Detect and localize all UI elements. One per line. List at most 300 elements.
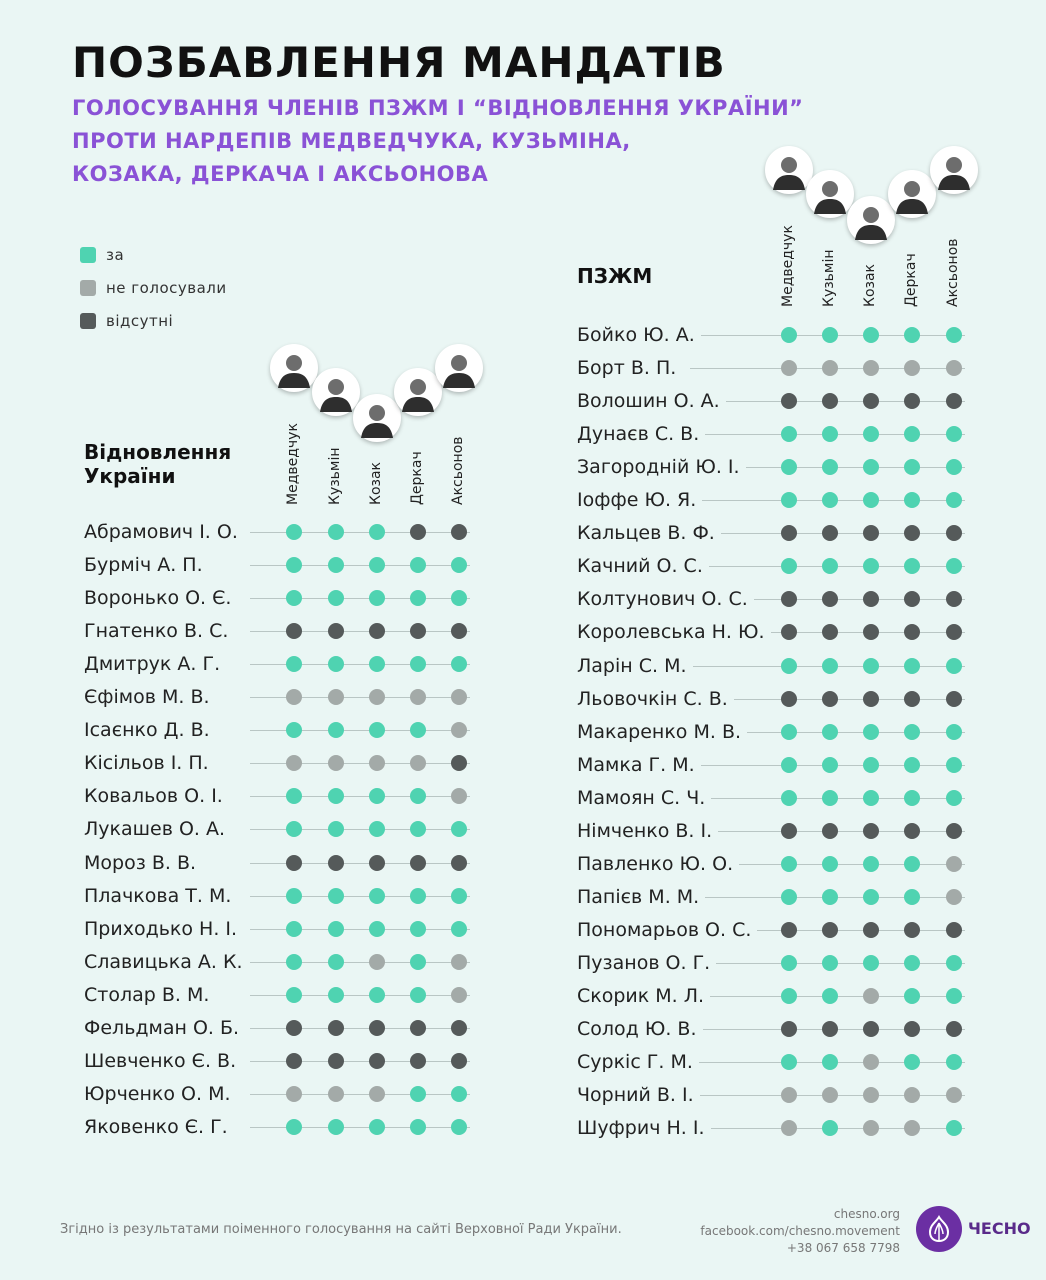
vote-dot-ne bbox=[328, 689, 344, 705]
vote-dot-ne bbox=[904, 1087, 920, 1103]
vote-row bbox=[577, 689, 965, 709]
vote-row bbox=[577, 358, 965, 378]
deputy-name: Німченко В. І. bbox=[577, 821, 718, 841]
deputy-name: Мороз В. В. bbox=[84, 853, 202, 873]
politician-avatar bbox=[765, 146, 813, 194]
vote-dot-za bbox=[781, 724, 797, 740]
vote-dot-vid bbox=[904, 823, 920, 839]
vote-dot-za bbox=[410, 557, 426, 573]
vote-dot-za bbox=[946, 724, 962, 740]
vote-dot-za bbox=[328, 788, 344, 804]
deputy-name: Лукашев О. А. bbox=[84, 819, 231, 839]
legend-swatch-za bbox=[80, 247, 96, 263]
vote-dot-za bbox=[904, 856, 920, 872]
vote-dot-ne bbox=[328, 1086, 344, 1102]
column-label: Деркач bbox=[409, 451, 425, 505]
row-guide-line bbox=[250, 896, 470, 897]
deputy-name: Бурміч А. П. bbox=[84, 555, 209, 575]
vote-dot-vid bbox=[904, 1021, 920, 1037]
vote-dot-vid bbox=[946, 691, 962, 707]
deputy-name: Приходько Н. І. bbox=[84, 919, 243, 939]
politician-avatar bbox=[270, 344, 318, 392]
vote-row bbox=[577, 986, 965, 1006]
vote-dot-za bbox=[410, 722, 426, 738]
vote-dot-za bbox=[822, 1054, 838, 1070]
deputy-name: Пономарьов О. С. bbox=[577, 920, 757, 940]
deputy-name: Плачкова Т. М. bbox=[84, 886, 237, 906]
vote-dot-ne bbox=[863, 1087, 879, 1103]
deputy-name: Фельдман О. Б. bbox=[84, 1018, 245, 1038]
vote-dot-ne bbox=[451, 722, 467, 738]
deputy-name: Гнатенко В. С. bbox=[84, 621, 234, 641]
vote-dot-ne bbox=[904, 360, 920, 376]
legend-item-ne bbox=[80, 271, 227, 304]
vote-dot-za bbox=[822, 658, 838, 674]
vote-dot-za bbox=[946, 988, 962, 1004]
vote-dot-vid bbox=[410, 623, 426, 639]
vote-dot-za bbox=[946, 426, 962, 442]
vote-dot-ne bbox=[369, 755, 385, 771]
vote-dot-za bbox=[410, 888, 426, 904]
vote-row bbox=[84, 786, 470, 806]
vote-dot-za bbox=[822, 558, 838, 574]
vote-dot-za bbox=[369, 656, 385, 672]
vote-dot-vid bbox=[863, 823, 879, 839]
deputy-name: Качний О. С. bbox=[577, 556, 709, 576]
vote-row bbox=[577, 1085, 965, 1105]
vote-dot-za bbox=[904, 988, 920, 1004]
vote-dot-vid bbox=[369, 855, 385, 871]
vote-dot-za bbox=[904, 955, 920, 971]
vote-dot-ne bbox=[451, 788, 467, 804]
vote-dot-vid bbox=[946, 823, 962, 839]
vote-dot-za bbox=[946, 327, 962, 343]
politician-avatar bbox=[806, 170, 854, 218]
vote-dot-za bbox=[863, 558, 879, 574]
vote-dot-za bbox=[822, 757, 838, 773]
vote-dot-za bbox=[863, 459, 879, 475]
deputy-name: Шевченко Є. В. bbox=[84, 1051, 242, 1071]
deputy-name: Пузанов О. Г. bbox=[577, 953, 716, 973]
vote-row bbox=[577, 325, 965, 345]
politician-avatar bbox=[394, 368, 442, 416]
page-subtitle bbox=[72, 92, 803, 191]
row-guide-line bbox=[250, 1028, 470, 1029]
vote-dot-za bbox=[451, 557, 467, 573]
vote-dot-vid bbox=[369, 623, 385, 639]
vote-dot-ne bbox=[369, 954, 385, 970]
vote-dot-vid bbox=[328, 855, 344, 871]
vote-dot-za bbox=[286, 524, 302, 540]
politician-avatar bbox=[353, 394, 401, 442]
vote-dot-za bbox=[904, 757, 920, 773]
row-guide-line bbox=[250, 1127, 470, 1128]
vote-row bbox=[84, 1051, 470, 1071]
vote-dot-za bbox=[822, 955, 838, 971]
deputy-name: Загородній Ю. І. bbox=[577, 457, 746, 477]
vote-dot-ne bbox=[781, 1120, 797, 1136]
vote-dot-vid bbox=[904, 624, 920, 640]
vote-dot-vid bbox=[904, 525, 920, 541]
vote-row bbox=[84, 654, 470, 674]
vote-dot-vid bbox=[781, 624, 797, 640]
deputy-name: Кісільов І. П. bbox=[84, 753, 215, 773]
vote-dot-za bbox=[286, 987, 302, 1003]
legend-label: відсутні bbox=[106, 311, 174, 330]
vote-dot-ne bbox=[451, 689, 467, 705]
row-guide-line bbox=[250, 565, 470, 566]
vote-dot-ne bbox=[286, 689, 302, 705]
row-guide-line bbox=[250, 763, 470, 764]
vote-dot-za bbox=[822, 889, 838, 905]
vote-dot-za bbox=[946, 492, 962, 508]
deputy-name: Ковальов О. І. bbox=[84, 786, 229, 806]
vote-dot-za bbox=[904, 459, 920, 475]
legend bbox=[80, 238, 227, 337]
vote-dot-ne bbox=[410, 755, 426, 771]
vote-dot-za bbox=[286, 656, 302, 672]
vote-dot-vid bbox=[946, 525, 962, 541]
politician-avatar bbox=[847, 196, 895, 244]
vote-dot-vid bbox=[822, 922, 838, 938]
contacts bbox=[700, 1206, 900, 1257]
vote-row bbox=[84, 886, 470, 906]
vote-dot-za bbox=[863, 426, 879, 442]
vote-dot-za bbox=[410, 788, 426, 804]
vote-dot-za bbox=[863, 492, 879, 508]
vote-dot-za bbox=[451, 1086, 467, 1102]
column-label: Медведчук bbox=[285, 423, 301, 505]
row-guide-line bbox=[250, 995, 470, 996]
vote-row bbox=[577, 656, 965, 676]
vote-dot-vid bbox=[822, 591, 838, 607]
vote-row bbox=[84, 687, 470, 707]
vote-dot-za bbox=[410, 590, 426, 606]
vote-dot-za bbox=[863, 790, 879, 806]
deputy-name: Абрамович І. О. bbox=[84, 522, 244, 542]
vote-dot-vid bbox=[286, 623, 302, 639]
vote-dot-vid bbox=[946, 922, 962, 938]
legend-swatch-vid bbox=[80, 313, 96, 329]
row-guide-line bbox=[250, 1061, 470, 1062]
deputy-name: Славицька А. К. bbox=[84, 952, 249, 972]
legend-swatch-ne bbox=[80, 280, 96, 296]
column-label: Аксьонов bbox=[450, 436, 466, 505]
vote-dot-za bbox=[369, 821, 385, 837]
vote-row bbox=[577, 457, 965, 477]
deputy-name: Волошин О. А. bbox=[577, 391, 726, 411]
vote-dot-vid bbox=[451, 855, 467, 871]
deputy-name: Макаренко М. В. bbox=[577, 722, 747, 742]
vote-dot-vid bbox=[451, 524, 467, 540]
deputy-name: Папієв М. М. bbox=[577, 887, 705, 907]
vote-dot-za bbox=[904, 426, 920, 442]
vote-dot-za bbox=[369, 557, 385, 573]
vote-dot-za bbox=[328, 1119, 344, 1135]
vote-dot-za bbox=[946, 757, 962, 773]
deputy-name: Бойко Ю. А. bbox=[577, 325, 701, 345]
vote-dot-ne bbox=[822, 1087, 838, 1103]
vote-row bbox=[84, 720, 470, 740]
vote-dot-za bbox=[781, 955, 797, 971]
vote-row bbox=[84, 853, 470, 873]
vote-row bbox=[577, 821, 965, 841]
vote-dot-vid bbox=[904, 922, 920, 938]
vote-dot-ne bbox=[863, 360, 879, 376]
vote-dot-vid bbox=[822, 393, 838, 409]
vote-dot-za bbox=[286, 888, 302, 904]
vote-dot-za bbox=[410, 987, 426, 1003]
vote-row bbox=[84, 1117, 470, 1137]
vote-dot-vid bbox=[410, 1053, 426, 1069]
vote-row bbox=[577, 424, 965, 444]
row-guide-line bbox=[250, 730, 470, 731]
contact-facebook[interactable]: facebook.com/chesno.movement bbox=[700, 1224, 900, 1238]
vote-dot-za bbox=[946, 1120, 962, 1136]
vote-dot-za bbox=[781, 459, 797, 475]
vote-dot-ne bbox=[822, 360, 838, 376]
vote-row bbox=[84, 985, 470, 1005]
deputy-name: Воронько О. Є. bbox=[84, 588, 237, 608]
vote-dot-za bbox=[369, 1119, 385, 1135]
vote-dot-vid bbox=[369, 1053, 385, 1069]
vote-dot-vid bbox=[863, 393, 879, 409]
deputy-name: Мамоян С. Ч. bbox=[577, 788, 711, 808]
vote-dot-vid bbox=[286, 1053, 302, 1069]
vote-dot-vid bbox=[822, 525, 838, 541]
vote-dot-za bbox=[369, 888, 385, 904]
vote-dot-ne bbox=[946, 856, 962, 872]
vote-dot-za bbox=[946, 558, 962, 574]
vote-dot-vid bbox=[863, 624, 879, 640]
vote-dot-za bbox=[451, 888, 467, 904]
deputy-name: Солод Ю. В. bbox=[577, 1019, 703, 1039]
vote-dot-za bbox=[328, 656, 344, 672]
vote-dot-za bbox=[822, 790, 838, 806]
vote-row bbox=[577, 490, 965, 510]
vote-dot-vid bbox=[781, 922, 797, 938]
vote-dot-za bbox=[863, 658, 879, 674]
vote-dot-za bbox=[781, 558, 797, 574]
deputy-name: Столар В. М. bbox=[84, 985, 215, 1005]
vote-dot-za bbox=[822, 426, 838, 442]
deputy-name: Ларін С. М. bbox=[577, 656, 693, 676]
vote-dot-za bbox=[328, 590, 344, 606]
vote-row bbox=[84, 952, 470, 972]
vote-dot-vid bbox=[781, 691, 797, 707]
politician-avatar bbox=[888, 170, 936, 218]
vote-dot-vid bbox=[946, 624, 962, 640]
group-title-pzzhm bbox=[577, 264, 652, 288]
vote-dot-za bbox=[328, 888, 344, 904]
page-title: ПОЗБАВЛЕННЯ МАНДАТІВ bbox=[72, 38, 726, 87]
vote-row bbox=[577, 1019, 965, 1039]
vote-dot-vid bbox=[822, 624, 838, 640]
deputy-name: Дмитрук А. Г. bbox=[84, 654, 226, 674]
vote-dot-za bbox=[822, 492, 838, 508]
politician-avatar bbox=[930, 146, 978, 194]
vote-dot-vid bbox=[369, 1020, 385, 1036]
vote-dot-za bbox=[781, 889, 797, 905]
column-label: Деркач bbox=[903, 253, 919, 307]
deputy-name: Колтунович О. С. bbox=[577, 589, 754, 609]
vote-dot-ne bbox=[781, 1087, 797, 1103]
vote-dot-ne bbox=[369, 1086, 385, 1102]
vote-dot-ne bbox=[863, 1120, 879, 1136]
group-title-vidnovlennia bbox=[84, 440, 231, 488]
vote-dot-vid bbox=[863, 525, 879, 541]
deputy-name: Юрченко О. М. bbox=[84, 1084, 237, 1104]
vote-dot-za bbox=[863, 889, 879, 905]
column-label: Аксьонов bbox=[945, 238, 961, 307]
row-guide-line bbox=[250, 863, 470, 864]
vote-dot-vid bbox=[904, 393, 920, 409]
vote-dot-za bbox=[286, 722, 302, 738]
vote-dot-za bbox=[328, 987, 344, 1003]
group-title-line: Відновлення bbox=[84, 440, 232, 464]
vote-dot-ne bbox=[946, 360, 962, 376]
vote-dot-ne bbox=[286, 755, 302, 771]
vote-dot-ne bbox=[286, 1086, 302, 1102]
vote-row bbox=[577, 523, 965, 543]
legend-label: не голосували bbox=[106, 278, 227, 297]
subtitle-line: ГОЛОСУВАННЯ ЧЛЕНІВ ПЗЖМ І “ВІДНОВЛЕННЯ УКРАЇНИ” bbox=[72, 96, 804, 120]
vote-dot-za bbox=[904, 558, 920, 574]
vote-dot-za bbox=[451, 1119, 467, 1135]
politician-avatar bbox=[312, 368, 360, 416]
subtitle-line: КОЗАКА, ДЕРКАЧА І АКСЬОНОВА bbox=[72, 162, 489, 186]
vote-row bbox=[84, 919, 470, 939]
vote-dot-ne bbox=[328, 755, 344, 771]
vote-dot-za bbox=[781, 426, 797, 442]
vote-dot-vid bbox=[781, 823, 797, 839]
vote-dot-za bbox=[369, 921, 385, 937]
vote-dot-vid bbox=[822, 691, 838, 707]
vote-dot-vid bbox=[410, 855, 426, 871]
vote-dot-vid bbox=[328, 1020, 344, 1036]
vote-row bbox=[84, 522, 470, 542]
vote-dot-za bbox=[328, 821, 344, 837]
vote-row bbox=[577, 622, 965, 642]
vote-dot-za bbox=[946, 459, 962, 475]
vote-dot-vid bbox=[328, 623, 344, 639]
vote-dot-za bbox=[328, 524, 344, 540]
vote-dot-za bbox=[946, 658, 962, 674]
vote-row bbox=[84, 1084, 470, 1104]
logo-text: ЧЕСНО bbox=[968, 1219, 1031, 1238]
vote-dot-za bbox=[822, 1120, 838, 1136]
column-label: Козак bbox=[862, 264, 878, 307]
vote-dot-za bbox=[904, 327, 920, 343]
vote-dot-vid bbox=[451, 623, 467, 639]
vote-dot-za bbox=[946, 790, 962, 806]
vote-dot-vid bbox=[946, 591, 962, 607]
deputy-name: Яковенко Є. Г. bbox=[84, 1117, 234, 1137]
vote-row bbox=[84, 1018, 470, 1038]
vote-dot-za bbox=[328, 954, 344, 970]
deputy-name: Єфімов М. В. bbox=[84, 687, 216, 707]
vote-dot-za bbox=[286, 557, 302, 573]
legend-label: за bbox=[106, 245, 125, 264]
deputy-name: Скорик М. Л. bbox=[577, 986, 710, 1006]
vote-dot-za bbox=[863, 327, 879, 343]
vote-dot-za bbox=[369, 788, 385, 804]
vote-dot-za bbox=[328, 921, 344, 937]
vote-dot-za bbox=[863, 955, 879, 971]
vote-dot-za bbox=[410, 821, 426, 837]
vote-dot-za bbox=[410, 1086, 426, 1102]
deputy-name: Іоффе Ю. Я. bbox=[577, 490, 702, 510]
vote-row bbox=[577, 755, 965, 775]
vote-row bbox=[577, 589, 965, 609]
vote-dot-za bbox=[286, 821, 302, 837]
deputy-name: Ісаєнко Д. В. bbox=[84, 720, 216, 740]
vote-dot-za bbox=[863, 757, 879, 773]
contact-website[interactable]: chesno.org bbox=[833, 1207, 900, 1221]
deputy-name: Дунаєв С. В. bbox=[577, 424, 705, 444]
vote-dot-za bbox=[822, 856, 838, 872]
vote-row bbox=[577, 887, 965, 907]
vote-dot-vid bbox=[451, 1020, 467, 1036]
legend-item-vid bbox=[80, 304, 227, 337]
vote-dot-za bbox=[822, 988, 838, 1004]
vote-dot-vid bbox=[904, 691, 920, 707]
vote-row bbox=[84, 588, 470, 608]
vote-dot-za bbox=[286, 590, 302, 606]
vote-dot-za bbox=[451, 921, 467, 937]
vote-dot-za bbox=[863, 856, 879, 872]
vote-dot-vid bbox=[451, 1053, 467, 1069]
column-label: Медведчук bbox=[780, 225, 796, 307]
vote-dot-za bbox=[904, 889, 920, 905]
vote-row bbox=[84, 555, 470, 575]
vote-dot-vid bbox=[904, 591, 920, 607]
vote-row bbox=[84, 819, 470, 839]
vote-row bbox=[84, 753, 470, 773]
vote-dot-vid bbox=[781, 525, 797, 541]
vote-dot-ne bbox=[863, 988, 879, 1004]
vote-row bbox=[577, 1118, 965, 1138]
vote-row bbox=[577, 953, 965, 973]
vote-dot-za bbox=[328, 557, 344, 573]
vote-dot-za bbox=[369, 524, 385, 540]
vote-dot-za bbox=[781, 757, 797, 773]
vote-dot-za bbox=[863, 724, 879, 740]
vote-dot-za bbox=[904, 790, 920, 806]
vote-row bbox=[577, 391, 965, 411]
vote-dot-ne bbox=[781, 360, 797, 376]
vote-dot-vid bbox=[863, 691, 879, 707]
vote-dot-vid bbox=[286, 855, 302, 871]
vote-dot-za bbox=[781, 856, 797, 872]
row-guide-line bbox=[250, 631, 470, 632]
vote-dot-za bbox=[451, 590, 467, 606]
vote-dot-ne bbox=[904, 1120, 920, 1136]
vote-dot-ne bbox=[946, 889, 962, 905]
column-label: Кузьмін bbox=[327, 447, 343, 505]
vote-dot-vid bbox=[946, 1021, 962, 1037]
vote-dot-vid bbox=[410, 1020, 426, 1036]
vote-dot-za bbox=[410, 954, 426, 970]
vote-dot-za bbox=[904, 658, 920, 674]
vote-dot-ne bbox=[410, 689, 426, 705]
subtitle-line: ПРОТИ НАРДЕПІВ МЕДВЕДЧУКА, КУЗЬМІНА, bbox=[72, 129, 631, 153]
vote-dot-ne bbox=[863, 1054, 879, 1070]
row-guide-line bbox=[250, 697, 470, 698]
vote-dot-vid bbox=[863, 1021, 879, 1037]
vote-dot-za bbox=[410, 656, 426, 672]
vote-dot-ne bbox=[451, 954, 467, 970]
